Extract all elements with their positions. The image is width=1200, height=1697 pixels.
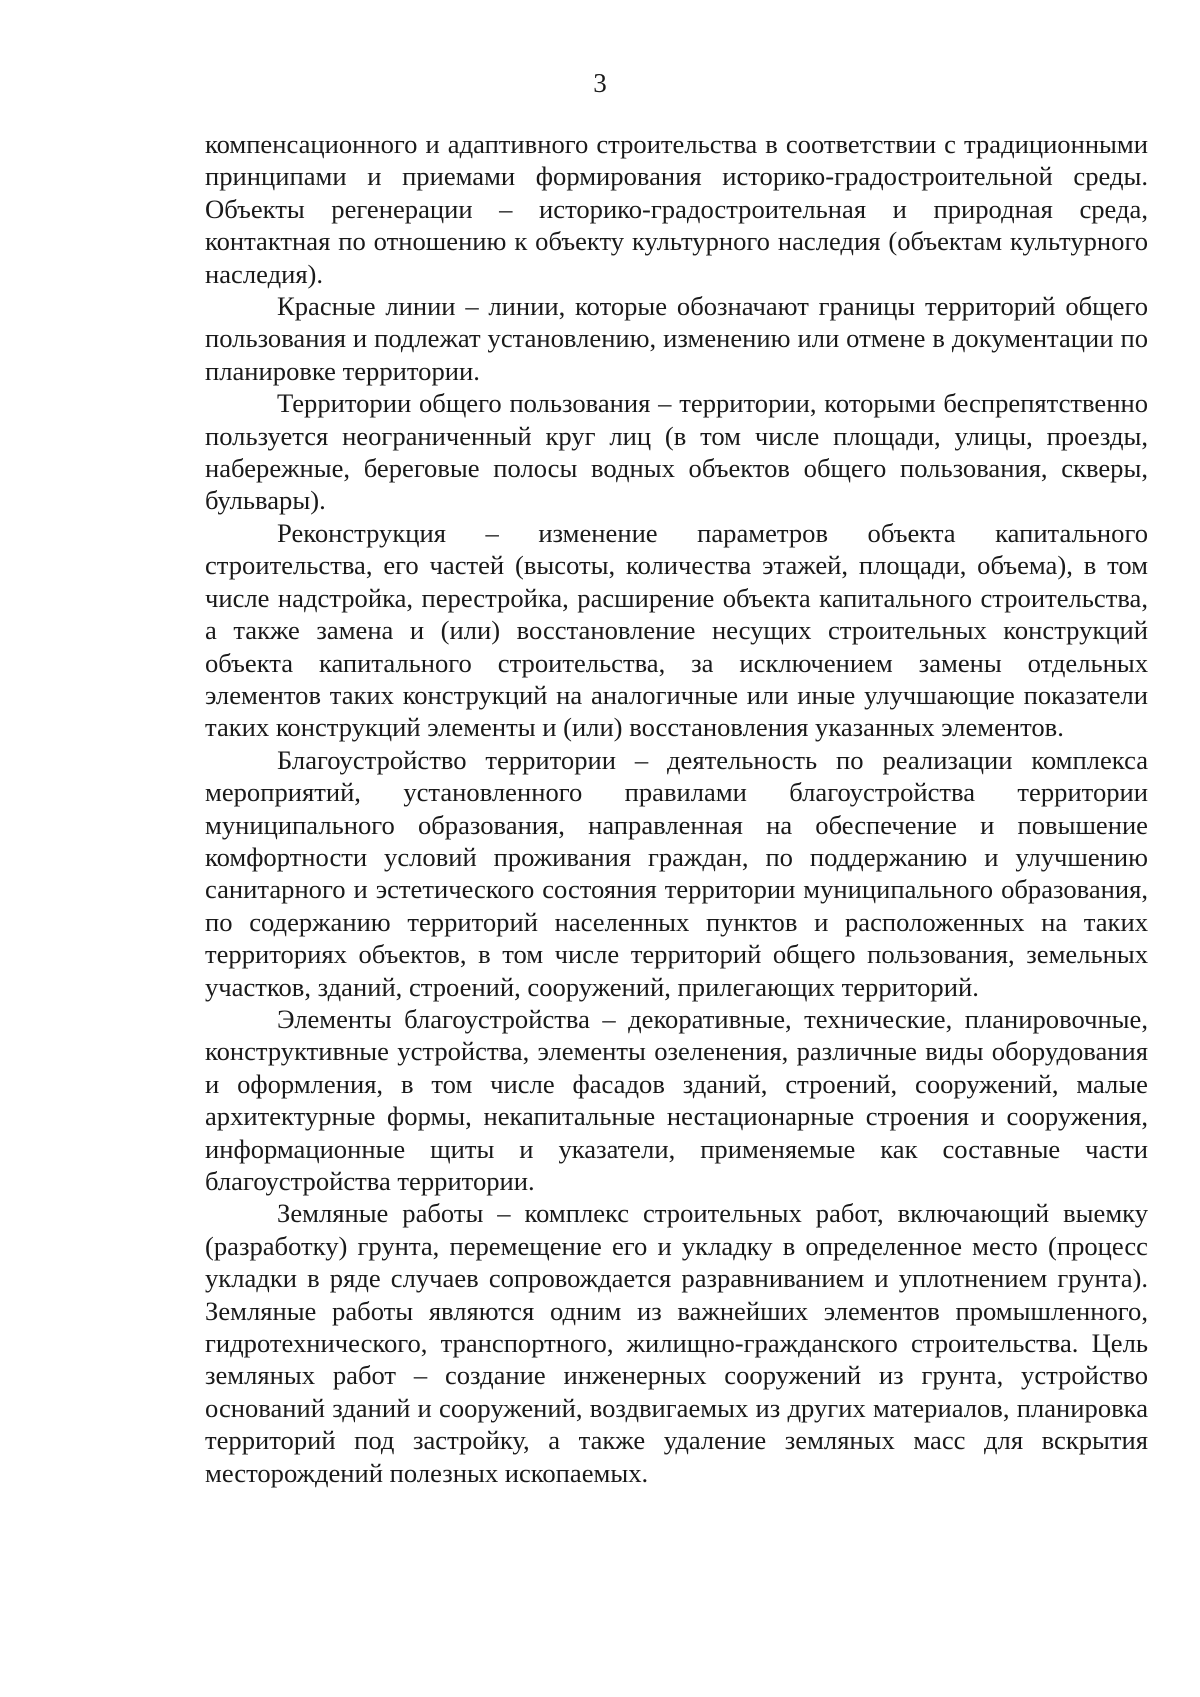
paragraph-red-lines: Красные линии – линии, которые обозначают границы территорий общего пользования и подлежат установлению, изменению или отмене в документации по планировке территории. <box>205 291 1148 386</box>
page-number: 3 <box>593 68 607 98</box>
paragraph-earthworks: Земляные работы – комплекс строительных работ, включающий выемку (разработку) грунта, перемещение его и укладку в определенное место (процесс укладки в ряде случаев сопровождается разравниванием и уплотнением грунта). Земляные работы являются одним из важнейших элементов промышленного, гидротехнического, транспортного, жилищно-гражданского строительства. Цель земляных работ – создание инженерных сооружений из грунта, устройство оснований зданий и сооружений, воздвигаемых из других материалов, планировка территорий под застройку, а также удаление земляных масс для вскрытия месторождений полезных ископаемых. <box>205 1198 1148 1488</box>
paragraph-public-territories: Территории общего пользования – территории, которыми беспрепятственно пользуется неограниченный круг лиц (в том числе площади, улицы, проезды, набережные, береговые полосы водных объектов общего пользования, скверы, бульвары). <box>205 388 1148 516</box>
paragraph-landscaping: Благоустройство территории – деятельность по реализации комплекса мероприятий, установленного правилами благоустройства территории муниципального образования, направленная на обеспечение и повышение комфортности условий проживания граждан, по поддержанию и улучшению санитарного и эстетического состояния территории муниципального образования, по содержанию территорий населенных пунктов и расположенных на таких территориях объектов, в том числе территорий общего пользования, земельных участков, зданий, строений, сооружений, прилегающих территорий. <box>205 744 1148 1002</box>
paragraph-regeneration-continuation: компенсационного и адаптивного строительства в соответствии с традиционными принципами и приемами формирования историко-градостроительной среды. Объекты регенерации – историко-градостроительная и природная среда, контактная по отношению к объекту культурного наследия (объектам культурного наследия). <box>205 129 1148 289</box>
paragraph-reconstruction: Реконструкция – изменение параметров объекта капитального строительства, его частей (высоты, количества этажей, площади, объема), в том числе надстройка, перестройка, расширение объекта капитального строительства, а также замена и (или) восстановление несущих строительных конструкций объекта капитального строительства, за исключением замены отдельных элементов таких конструкций на аналогичные или иные улучшающие показатели таких конструкций элементы и (или) восстановления указанных элементов. <box>205 517 1148 743</box>
paragraph-landscaping-elements: Элементы благоустройства – декоративные, технические, планировочные, конструктивные устройства, элементы озеленения, различные виды оборудования и оформления, в том числе фасадов зданий, строений, сооружений, малые архитектурные формы, некапитальные нестационарные строения и сооружения, информационные щиты и указатели, применяемые как составные части благоустройства территории. <box>205 1003 1148 1196</box>
document-body <box>205 128 1148 1489</box>
